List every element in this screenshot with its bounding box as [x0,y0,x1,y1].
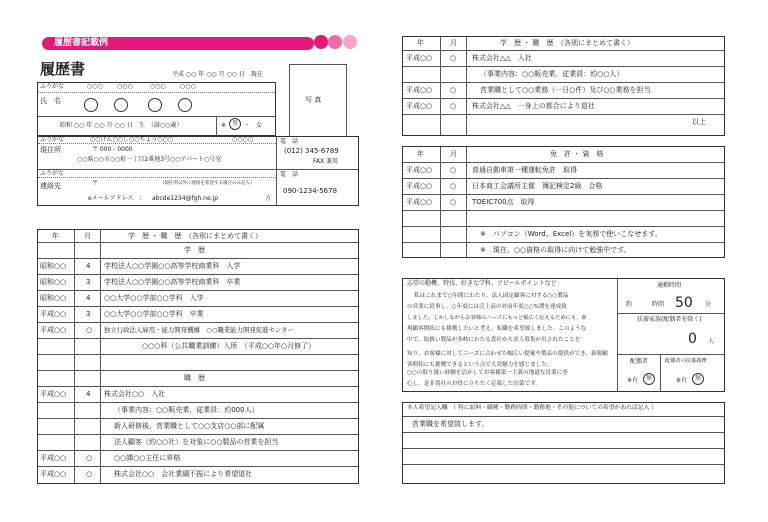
row-month: ○ [450,102,457,110]
row-text: （事業内容：○○販売業、従業員：約000人） [114,406,259,414]
photo-label: 写 真 [305,96,322,104]
contact-note: （現住所以外に連絡を希望する場合のみ記入） [160,181,255,186]
tel-number: (012) 345-6789 [284,147,339,155]
row-year: 平成○○ [40,326,67,334]
col-content: 学 歴 ・ 職 歴 （各別にまとめて書く） [128,232,262,240]
wish-text: 営業職を希望致します。 [412,420,489,428]
row-text: ○○大学○○学部○○学科 卒業 [104,310,204,318]
gender-female: ・ 女 [244,122,263,129]
row-year: 平成○○ [406,166,433,174]
row-year: 平成○○ [406,198,433,206]
furigana-label: ふりがな [40,83,65,90]
section-education: 学 歴 [184,246,205,254]
contact-furigana-label: ふりがな [40,170,65,177]
row-month: 4 [86,390,91,398]
wish-block [402,402,725,484]
row-year: 平成○○ [406,86,433,94]
addr-furigana: ○○けん○○し○○ちょう○○○ [90,136,174,143]
row-month: ○ [450,166,457,174]
email-label: eメールアドレス ： [88,195,146,202]
addr-furigana-2: ○○○○ [232,136,253,143]
row-month: ○ [450,198,457,206]
row-year: 平成○○ [40,310,67,318]
col-content: 学 歴 ・ 職 歴 （各別にまとめて書く） [500,39,634,47]
motivation-line: 私はこれまで○年間にわたり、法人国定顧客に対する○○製品 [414,293,569,299]
tel-label: 電 話 [280,138,299,145]
row-text: 日本商工会議所主催 簿記検定2級 合格 [472,182,603,190]
row-year: 昭和○○ [40,262,67,270]
addr-furigana-label: ふりがな [40,136,65,143]
col-month: 月 [450,150,457,158]
name-char [148,98,162,112]
row-text: 株式会社○○ 入社 [104,390,166,398]
section-work: 職 歴 [184,374,205,382]
furigana-mark: ○○○ [150,83,166,90]
gender-mark: ※ [221,122,227,129]
mobile-number: 090-1234-5678 [283,187,338,195]
row-year: 平成○○ [40,470,67,478]
col-year: 年 [52,232,59,240]
row-text: 営業職として○○業務（一日○件）及び○○業務を担当 [480,86,651,94]
row-text: 株式会社△△ 入社 [472,54,532,62]
furigana-mark: ○○○ [180,83,196,90]
header-dot-2 [328,35,342,49]
row-text: 株式会社○○ 会社業績不振により希望退社 [114,470,253,478]
dependents-unit: 人 [708,338,715,345]
motivation-line: 知り、お客様に対してニーズに合わせた幅広い提案や製品の提供ができ、新規顧客開拓にも挑戦できるという点で大変魅力を感じました。 [407,351,608,368]
name-char [178,98,192,112]
spouse-mark: ※有 [627,377,639,384]
spouse-dep-label: 配偶者の扶養義務 [665,358,707,364]
col-month: 月 [84,232,91,240]
email-suffix: 方 [265,195,272,202]
row-year: 平成○○ [406,54,433,62]
row-month: ○ [450,54,457,62]
header-title: 履歴書記載例 [54,38,109,48]
row-year: 昭和○○ [40,294,67,302]
name-char [114,98,128,112]
spouse-label: 配偶者 [630,358,649,365]
motivation-line: しました。しかしながらお客様のニーズにもっと幅広く応えるためにも、新 [407,315,587,321]
motivation-line: 規顧客開拓にも挑戦したいと考え、転職を希望致しました。このような [407,326,587,332]
email-value: abcde1234@fgh.ne.jp [152,195,219,202]
commute-value: 50 [675,295,693,311]
dependents-value: 0 [688,331,697,347]
col-year: 年 [417,150,424,158]
row-text: 株式会社△△ 一身上の都合により退社 [472,102,595,110]
row-month: ○ [86,326,93,334]
col-year: 年 [417,39,424,47]
tel-label-2: 電 話 [280,171,299,178]
row-year: 平成○○ [40,390,67,398]
form-title: 履歴書 [40,60,86,78]
commute-label: 通勤時間 [657,282,682,289]
section-header [42,37,314,50]
row-text: 学校法人○○学園○○高等学校商業科 入学 [104,262,241,270]
row-text: ○○課○○主任に昇格 [114,454,181,462]
name-char [84,98,98,112]
row-text: ○○大学○○学部○○学科 入学 [104,294,204,302]
commute-hours: 時間 [652,301,665,308]
row-year: 昭和○○ [40,278,67,286]
gender-male: 男 [232,120,239,127]
row-year: 平成○○ [406,182,433,190]
address-zip: 〒 000 - 0000 [92,146,133,153]
row-text: 法人顧客（約○○社）を対象に○○製品の営業を担当 [114,438,279,446]
row-month: ○ [450,86,457,94]
row-month: 3 [86,278,91,286]
row-year: 平成○○ [406,102,433,110]
row-year: 平成○○ [40,454,67,462]
header-dot-3 [343,35,357,49]
contact-label: 連絡先 [40,182,61,190]
motivation-line: 中で、取扱い製品が多岐にわたる貴社から求人募集が出されたことを [407,337,581,343]
row-text: 新人研修後、営業職として○○支店○○部に配属 [114,422,265,430]
commute-prefix: 約 [626,301,633,308]
motivation-line: の営業に従事し、○年度には売上高の対前年度○○%増を達成致 [407,304,567,310]
row-text: 独立行政法人雇用・能力開発機構 ○○職業能力開発促進センター [104,326,294,334]
license-note: ※ 現在、○○資格の取得に向けて勉強中です。 [480,246,631,254]
motivation-line: 心し、是非貴社のお役に立ちたく応募した次第です。 [407,381,541,387]
address-label: 現住所 [40,146,61,154]
motivation-title: 志望の動機、特技、好きな学科、アピールポイントなど [407,280,557,287]
fax-note: FAX 兼用 [313,158,339,165]
address-text: ○○県○○市○○町一丁目2番地3号○○アパート○号室 [77,156,222,163]
col-content: 免 許 ・ 資 格 [550,150,604,158]
row-text: 普通自動車第一種運転免許 取得 [472,166,577,174]
form-date: 平成 ○○ 年 ○○ 月 ○○ 日 現在 [172,71,263,78]
spouse-dep-none: 無 [695,375,702,382]
row-month: ○ [86,454,93,462]
commute-unit: 分 [705,301,712,308]
contact-zip: 〒 [92,180,99,187]
row-month: 4 [86,262,91,270]
row-text: 学校法人○○学園○○高等学校商業科 卒業 [104,278,241,286]
row-month: ○ [86,470,93,478]
spouse-dep-mark: ※有 [676,377,688,384]
row-text: （事業内容：○○販売業、従業員：約○○人） [480,70,624,78]
row-month: 4 [86,294,91,302]
name-label: 氏 名 [40,97,61,105]
row-text: TOEIC700点 取得 [472,198,535,206]
end-mark: 以上 [692,118,706,126]
spouse-none: 無 [646,375,653,382]
row-month: 3 [86,310,91,318]
header-dot-1 [314,35,328,49]
furigana-mark: ○○○ [117,83,133,90]
row-month: ○ [450,182,457,190]
license-note: ※ パソコン（Word、Excel）を実務で使いこなせます。 [480,230,662,238]
motivation-line: ○○の取り扱い経験を活かしてお客様第一主義の地道な営業に専 [407,370,568,376]
wish-title: 本人希望記入欄 （ 特に給料・職種・勤務時間・勤務地・その他についての希望があれば記入 ） [407,405,657,411]
dependents-label: 扶養家族(配偶者を除く) [637,316,702,323]
row-text: ○○○科（公共職業訓練）入所 （平成○○年○月修了） [142,342,316,350]
furigana-mark: ○○○ [87,83,103,90]
birth-date: 昭和 ○○ 年 ○○ 月 ○○ 日 生 （満○○歳） [60,122,183,129]
col-month: 月 [450,39,457,47]
